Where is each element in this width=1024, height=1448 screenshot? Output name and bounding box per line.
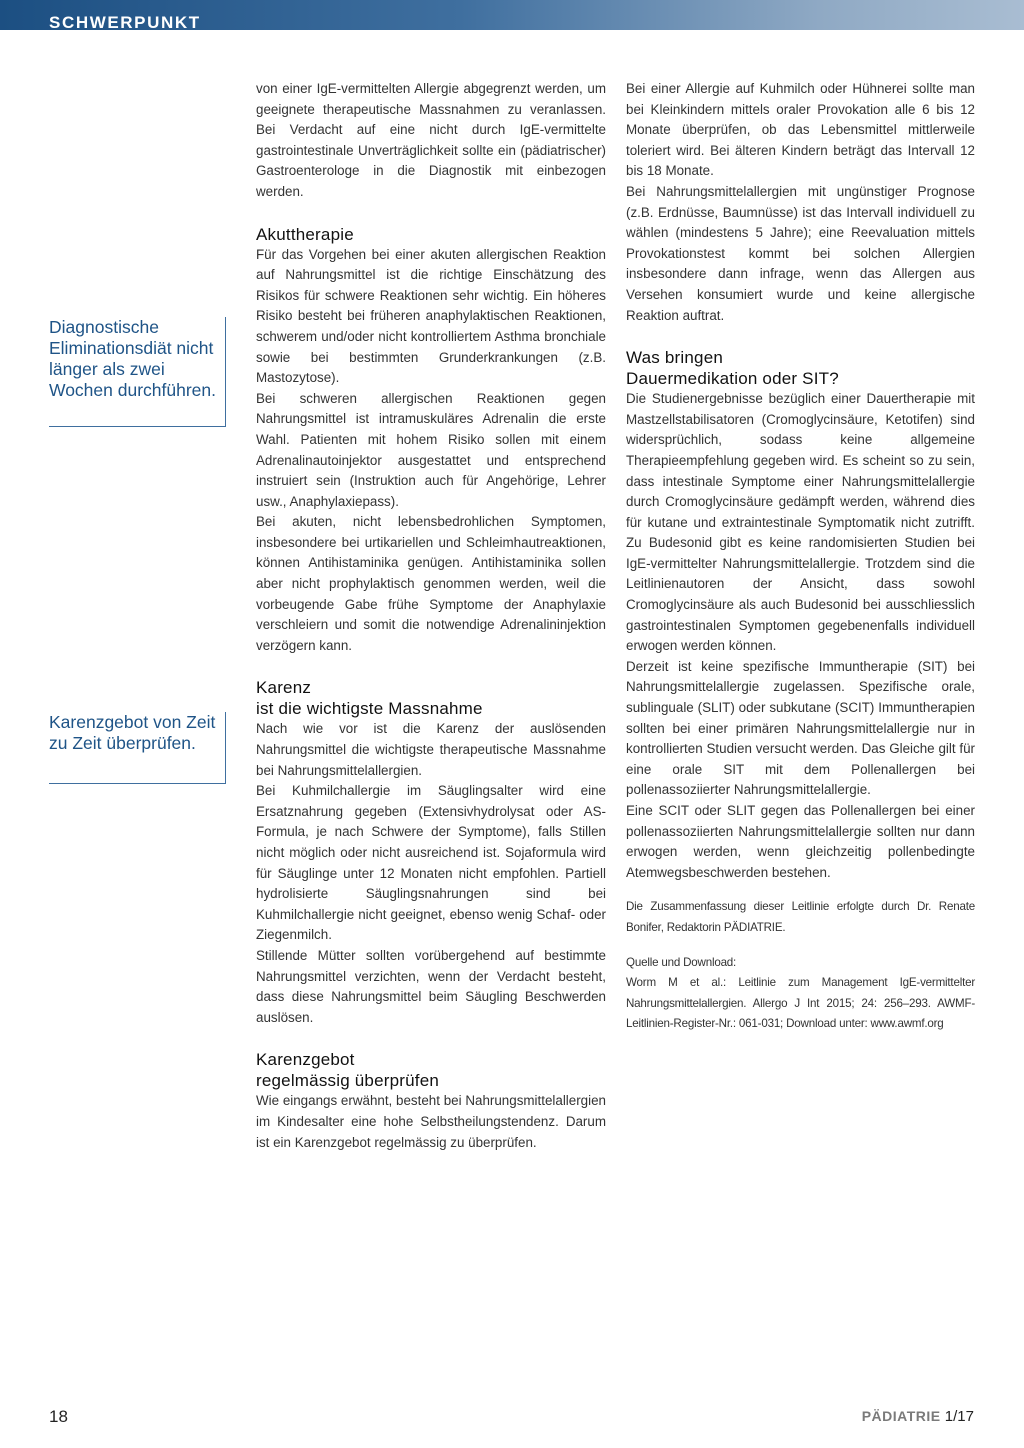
section-header-band bbox=[0, 0, 1024, 30]
heading-akuttherapie: Akuttherapie bbox=[256, 224, 354, 244]
paragraph: Bei Kuhmilchallergie im Säuglingsalter wird eine Ersatznahrung gegeben (Extensivhydrolysat oder AS-Formula, je nach Schwere der Symptome), falls Stillen nicht möglich oder nicht ausreichend ist. Sojaformula wird für Säuglinge unter 12 Monaten nicht empfohlen. Partiell hydrolisierte Säuglingsnahrungen sind bei Kuhmilchallergie nicht geeignet, ebenso wenig Schaf- oder Ziegenmilch. bbox=[256, 783, 606, 943]
text-column-left bbox=[256, 79, 606, 1153]
paragraph: Derzeit ist keine spezifische Immuntherapie (SIT) bei Nahrungsmittelallergie zugelassen. Spezifische orale, sublinguale (SLIT) oder subkutane (SCIT) Immuntherapien sollten bei einer primären Nahrungsmittelallergie nur in kontrollierten Studien versucht werden. Das Gleiche gilt für eine orale SIT mit dem Pollenallergen bei pollenassoziierter Nahrungsmittelallergie. bbox=[626, 658, 975, 798]
text-column-right bbox=[626, 79, 975, 1035]
section-label: SCHWERPUNKT bbox=[49, 13, 201, 32]
summary-note bbox=[626, 897, 975, 1035]
source-citation: Worm M et al.: Leitlinie zum Management IgE-vermittelter Nahrungsmittelallergien. Allergo J Int 2015; 24: 256–293. AWMF-Leitlinien-Register-Nr.: 061-031; Download unter: www.awmf.org bbox=[626, 976, 975, 1031]
paragraph: Die Studienergebnisse bezüglich einer Dauertherapie mit Mastzellstabilisatoren (Cromoglycinsäure, Ketotifen) sind widersprüchlich, sodass keine allgemeine Therapieempfehlung gegeben wird. Es scheint so zu sein, dass intestinale Symptome einer Nahrungsmittelallergie durch Cromoglycinsäure gedämpft werden, während dies für kutane und extraintestinale Symptomatik nicht zutrifft. Zu Budesonid gibt es keine randomisierten Studien bei IgE-vermittelter Nahrungsmittelallergie. Trotzdem sind die Leitlinienautoren der Ansicht, dass sowohl Cromoglycinsäure als auch Budesonid bei ausschliesslich gastrointestinalen Symptomen gegebenenfalls individuell erwogen werden können. bbox=[626, 391, 975, 654]
heading-dauermedikation: Was bringen Dauermedikation oder SIT? bbox=[626, 348, 839, 389]
source-label: Quelle und Download: bbox=[626, 955, 737, 969]
paragraph: Bei schweren allergischen Reaktionen gegen Nahrungsmittel ist intramuskuläres Adrenalin die erste Wahl. Patienten mit hohem Risiko sollen mit einem Adrenalinautoinjektor ausgestattet und entsprechend instruiert sein (Instruktion auch für Angehörige, Lehrer usw., Anaphylaxiepass). bbox=[256, 390, 606, 509]
issue-number: 1/17 bbox=[944, 1408, 974, 1425]
heading-karenz: Karenz ist die wichtigste Massnahme bbox=[256, 678, 483, 719]
paragraph: Bei akuten, nicht lebensbedrohlichen Symptomen, insbesondere bei urtikariellen und Schleimhautreaktionen, können Antihistaminika genügen. Antihistaminika sollen aber nicht prophylaktisch genommen werden, weil die vorbeugende Gabe frühe Symptome der Anaphylaxie verschleiern und somit die notwendige Adrenalininjektion verzögern kann. bbox=[256, 514, 606, 653]
paragraph: Wie eingangs erwähnt, besteht bei Nahrungsmittelallergien im Kindesalter eine hohe Selbstheilungstendenz. Darum ist ein Karenzgebot regelmässig zu überprüfen. bbox=[256, 1093, 606, 1150]
pullquote-elimination-diet: Diagnostische Eliminationsdiät nicht länger als zwei Wochen durchführen. bbox=[49, 317, 226, 427]
heading-karenzgebot: Karenzgebot regelmässig überprüfen bbox=[256, 1050, 439, 1091]
paragraph: von einer IgE-vermittelten Allergie abgegrenzt werden, um geeignete therapeutische Massnahmen zu veranlassen. Bei Verdacht auf eine nicht durch IgE-vermittelte gastrointestinale Unverträglichkeit sollte ein (pädiatrischer) Gastroenterologe in die Diagnostik mit einbezogen werden. bbox=[256, 81, 606, 199]
page-number: 18 bbox=[49, 1407, 68, 1426]
paragraph: Bei einer Allergie auf Kuhmilch oder Hühnerei sollte man bei Kleinkindern mittels oraler Provokation alle 6 bis 12 Monate überprüfen, ob das Lebensmittel mittlerweile toleriert wird. Bei älteren Kindern beträgt das Intervall 12 bis 18 Monate. bbox=[626, 81, 975, 179]
paragraph: Für das Vorgehen bei einer akuten allergischen Reaktion auf Nahrungsmittel ist die richtige Einschätzung des Risikos für schwere Reaktionen sehr wichtig. Ein höheres Risiko besteht bei früheren anaphylaktischen Reaktionen, schwerem und/oder nicht kontrolliertem Asthma bronchiale sowie bei bestimmten Grunderkrankungen (z.B. Mastozytose). bbox=[256, 246, 606, 386]
paragraph: Nach wie vor ist die Karenz der auslösenden Nahrungsmittel die wichtigste therapeutische Massnahme bei Nahrungsmittelallergien. bbox=[256, 721, 606, 778]
journal-name: PÄDIATRIE bbox=[861, 1408, 941, 1424]
journal-footer bbox=[862, 1408, 974, 1425]
summary-credit: Die Zusammenfassung dieser Leitlinie erfolgte durch Dr. Renate Bonifer, Redaktorin PÄDIATRIE. bbox=[626, 900, 975, 934]
paragraph: Stillende Mütter sollten vorübergehend auf bestimmte Nahrungsmittel verzichten, wenn der Verdacht besteht, dass diese Nahrungsmittel beim Säugling Beschwerden auslösen. bbox=[256, 947, 606, 1025]
paragraph: Bei Nahrungsmittelallergien mit ungünstiger Prognose (z.B. Erdnüsse, Baumnüsse) ist das Intervall individuell zu wählen (mindestens 5 Jahre); eine Reevaluation mittels Provokationstest kommt bei solchen Allergien insbesondere dann infrage, wenn das Allergen aus Versehen konsumiert wurde und keine allergische Reaktion auftrat. bbox=[626, 183, 975, 323]
paragraph: Eine SCIT oder SLIT gegen das Pollenallergen bei einer pollenassoziierten Nahrungsmittelallergie sollten nur dann erwogen werden, wenn gleichzeitig pollenbedingte Atemwegsbeschwerden bestehen. bbox=[626, 803, 975, 880]
pullquote-karenzgebot: Karenzgebot von Zeit zu Zeit überprüfen. bbox=[49, 712, 226, 784]
